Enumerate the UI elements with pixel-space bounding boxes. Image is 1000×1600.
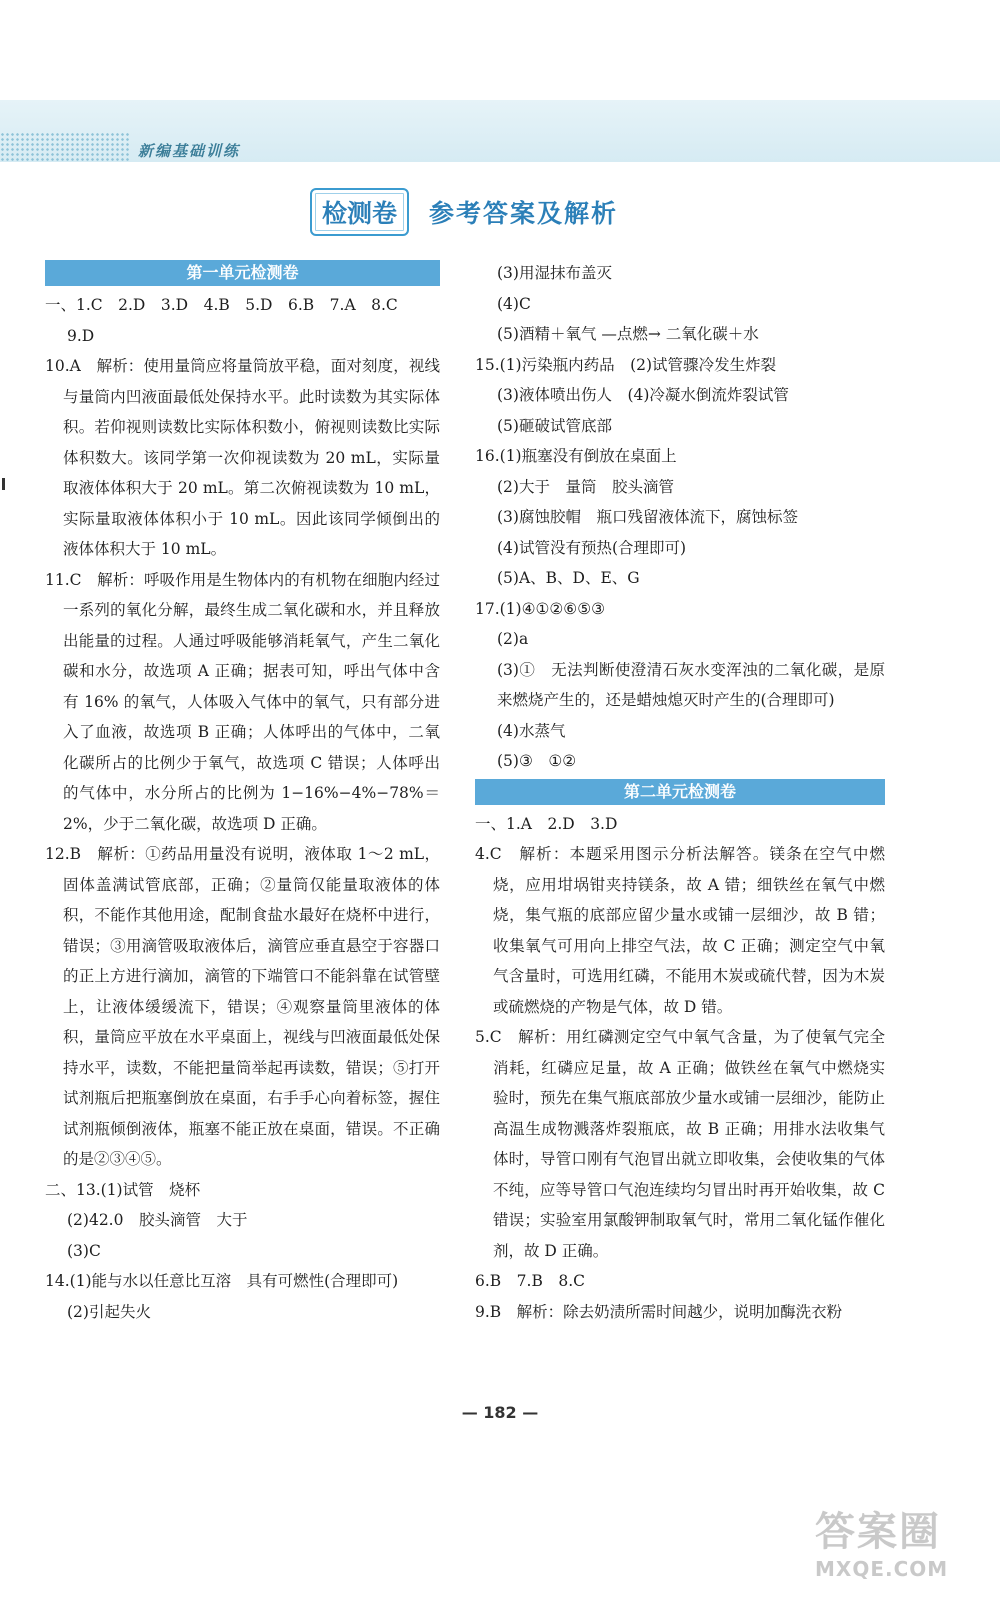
section-heading: 第一单元检测卷 — [45, 260, 440, 286]
answer-item: (2)大于 量筒 胶头滴管 — [497, 477, 674, 496]
answer-item: 9.B 解析：除去奶渍所需时间越少，说明加酶洗衣粉 — [475, 1302, 843, 1321]
answer-item: (5)酒精＋氧气 —点燃→ 二氧化碳＋水 — [497, 325, 759, 343]
answer-item: (3)C — [67, 1241, 101, 1260]
answer-item: 15.(1)污染瓶内药品 (2)试管骤冷发生炸裂 — [475, 355, 777, 374]
page-number: — 182 — — [461, 1403, 539, 1422]
answer-item: 5.C 解析：用红磷测定空气中氧气含量，为了使氧气完全消耗，红磷应足量，故 A 正确；做铁丝在氧气中燃烧实验时，预先在集气瓶底部放少量水或铺一层细沙，能防止高温生成物溅落炸裂瓶底，故 B 正确；用排水法收集气体时，导管口刚有气泡冒出就立即收集，会使收集的气体不纯，应等导管口气泡连续均匀冒出时再开始收集，故 C 错误；实验室用氯酸钾制取氧气时，常用二氧化锰作催化剂，故 D 正确。 — [475, 1028, 885, 1260]
answer-item: (2)a — [497, 630, 529, 648]
margin-mark — [2, 478, 5, 490]
answer-item: (5)砸破试管底部 — [497, 416, 612, 435]
watermark-logo — [815, 1500, 990, 1595]
answer-item: (3)用湿抹布盖灭 — [497, 264, 612, 282]
answer-item: 10.A 解析：使用量筒应将量筒放平稳，面对刻度，视线与量筒内凹液面最低处保持水平。此时读数为其实际体积。若仰视则读数比实际体积数小，俯视则读数比实际体积数大。该同学第一次仰视读数为 20 mL，实际量取液体体积大于 20 mL。第二次俯视读数为 10 mL，实际量取液体体积小于 10 mL。因此该同学倾倒出的液体体积大于 10 mL。 — [45, 357, 440, 558]
answer-item: (4)C — [497, 294, 531, 313]
answer-item: (2)引起失火 — [67, 1302, 151, 1321]
series-name: 新编基础训练 — [138, 142, 241, 160]
answer-item: 17.(1)④①②⑥⑤③ — [475, 599, 605, 618]
header-dot-pattern — [0, 132, 130, 162]
title-main-text: 参考答案及解析 — [429, 199, 619, 228]
watermark-url: MXQE.COM — [815, 1557, 949, 1581]
right-column — [475, 258, 885, 1327]
left-column — [45, 258, 440, 1327]
answer-item: 二、13.(1)试管 烧杯 — [45, 1180, 201, 1199]
answer-item: (3)① 无法判断使澄清石灰水变浑浊的二氧化碳，是原来燃烧产生的，还是蜡烛熄灭时产生的(合理即可) — [497, 660, 885, 709]
answer-item: 16.(1)瓶塞没有倒放在桌面上 — [475, 447, 677, 465]
answer-item: 4.C 解析：本题采用图示分析法解答。镁条在空气中燃烧，应用坩埚钳夹持镁条，故 A 错；细铁丝在氧气中燃烧，集气瓶的底部应留少量水或铺一层细沙，故 B 错；收集氧气可用向上排空气法，故 C 正确；测定空气中氧气含量时，可选用红磷，不能用木炭或硫代替，因为木炭或硫燃烧的产物是气体，故 D 错。 — [475, 845, 885, 1016]
answer-item: 12.B 解析：①药品用量没有说明，液体取 1～2 mL，固体盖满试管底部，正确；②量筒仅能量取液体的体积，不能作其他用途，配制食盐水最好在烧杯中进行，错误；③用滴管吸取液体后，滴管应垂直悬空于容器口的正上方进行滴加，滴管的下端管口不能斜靠在试管壁上，让液体缓缓流下，错误；④观察量筒里液体的体积，量筒应平放在水平桌面上，视线与凹液面最低处保持水平，读数，不能把量筒举起再读数，错误；⑤打开试剂瓶后把瓶塞倒放在桌面，右手手心向着标签，握住试剂瓶倾倒液体，瓶塞不能正放在桌面，错误。不正确的是②③④⑤。 — [45, 845, 440, 1168]
answer-item: (3)腐蚀胶帽 瓶口残留液体流下，腐蚀标签 — [497, 508, 798, 526]
title-box-label: 检测卷 — [310, 188, 409, 236]
answer-item: (5)③ ①② — [497, 752, 577, 770]
answer-item: (4)试管没有预热(合理即可) — [497, 538, 687, 557]
page-title — [310, 188, 618, 236]
answer-item: 9.D — [67, 326, 95, 345]
watermark-logo-text: 答案圈 — [815, 1509, 941, 1555]
answer-item: (4)水蒸气 — [497, 721, 566, 740]
section-heading: 第二单元检测卷 — [475, 779, 885, 805]
answer-item: (5)A、B、D、E、G — [497, 569, 640, 587]
answer-item: 11.C 解析：呼吸作用是生物体内的有机物在细胞内经过一系列的氧化分解，最终生成二氧化碳和水，并且释放出能量的过程。人通过呼吸能够消耗氧气，产生二氧化碳和水分，故选项 A 正确；据表可知，呼出气体中含有 16% 的氧气，人体吸入气体中的氧气，只有部分进入了血液，故选项 B 正确；人体呼出的气体中，二氧化碳所占的比例少于氧气，故选项 C 错误；人体呼出的气体中，水分所占的比例为 1−16%−4%−78%＝2%，少于二氧化碳，故选项 D 正确。 — [45, 570, 440, 833]
answer-item: (2)42.0 胶头滴管 大于 — [67, 1211, 248, 1229]
answer-item: 一、1.C 2.D 3.D 4.B 5.D 6.B 7.A 8.C — [45, 296, 398, 314]
answer-item: 14.(1)能与水以任意比互溶 具有可燃性(合理即可) — [45, 1272, 399, 1290]
answer-item: 6.B 7.B 8.C — [475, 1272, 586, 1290]
answer-item: (3)液体喷出伤人 (4)冷凝水倒流炸裂试管 — [497, 386, 789, 404]
answer-item: 一、1.A 2.D 3.D — [475, 814, 618, 833]
